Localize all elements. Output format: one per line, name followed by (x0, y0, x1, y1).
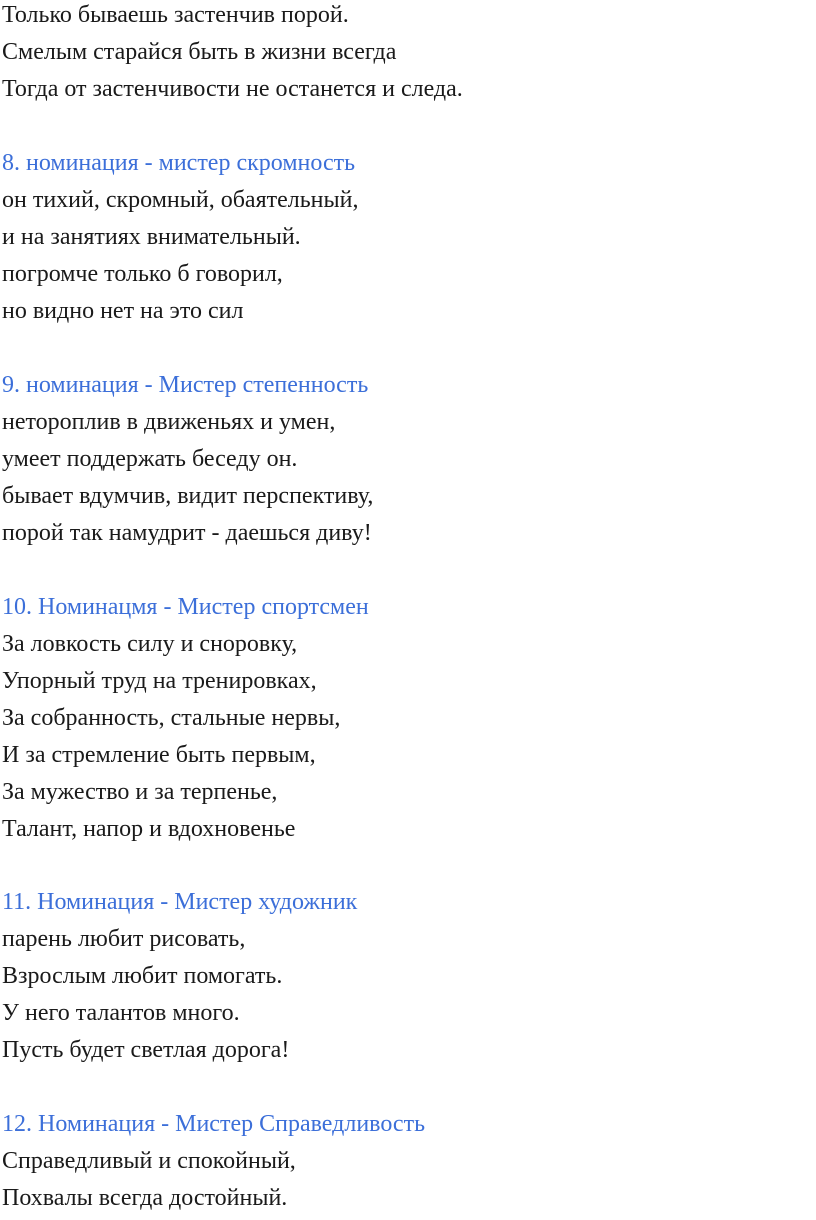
poem-line: Тогда от застенчивости не останется и следа. (2, 76, 463, 102)
poem-line: Только бываешь застенчив порой. (2, 2, 349, 28)
section-11 (2, 884, 357, 1069)
section-heading: 10. Номинацмя - Мистер спортсмен (2, 594, 369, 620)
section-8 (2, 145, 359, 330)
poem-line: У него талантов много. (2, 1000, 240, 1026)
poem-line: бывает вдумчив, видит перспективу, (2, 483, 374, 509)
poem-line: Смелым старайся быть в жизни всегда (2, 39, 397, 65)
section-10 (2, 589, 369, 848)
section-heading: 9. номинация - Мистер степенность (2, 372, 369, 398)
poem-line: Пусть будет светлая дорога! (2, 1037, 290, 1063)
poem-line: За ловкость силу и сноровку, (2, 631, 298, 657)
poem-line: и на занятиях внимательный. (2, 224, 301, 250)
poem-line: погромче только б говорил, (2, 261, 283, 287)
section-heading: 8. номинация - мистер скромность (2, 150, 356, 176)
poem-line: Похвалы всегда достойный. (2, 1185, 288, 1211)
poem-line: умеет поддержать беседу он. (2, 446, 298, 472)
poem-line: Справедливый и спокойный, (2, 1148, 296, 1174)
section-9 (2, 367, 373, 552)
section-heading: 11. Номинация - Мистер художник (2, 889, 358, 915)
poem-line: Взрослым любит помогать. (2, 963, 283, 989)
poem-line: он тихий, скромный, обаятельный, (2, 187, 359, 213)
section-heading: 12. Номинация - Мистер Справедливость (2, 1111, 426, 1137)
poem-line: порой так намудрит - даешься диву! (2, 520, 372, 546)
poem-line: но видно нет на это сил (2, 298, 244, 324)
poem-line: И за стремление быть первым, (2, 742, 316, 768)
section-12 (2, 1106, 425, 1217)
poem-line: За мужество и за терпенье, (2, 779, 278, 805)
poem-line: За собранность, стальные нервы, (2, 705, 341, 731)
poem-line: парень любит рисовать, (2, 926, 246, 952)
poem-line: Талант, напор и вдохновенье (2, 816, 296, 842)
poem-line: Упорный труд на тренировках, (2, 668, 317, 694)
poem-line: нетороплив в движеньях и умен, (2, 409, 336, 435)
intro-stanza (2, 0, 463, 108)
